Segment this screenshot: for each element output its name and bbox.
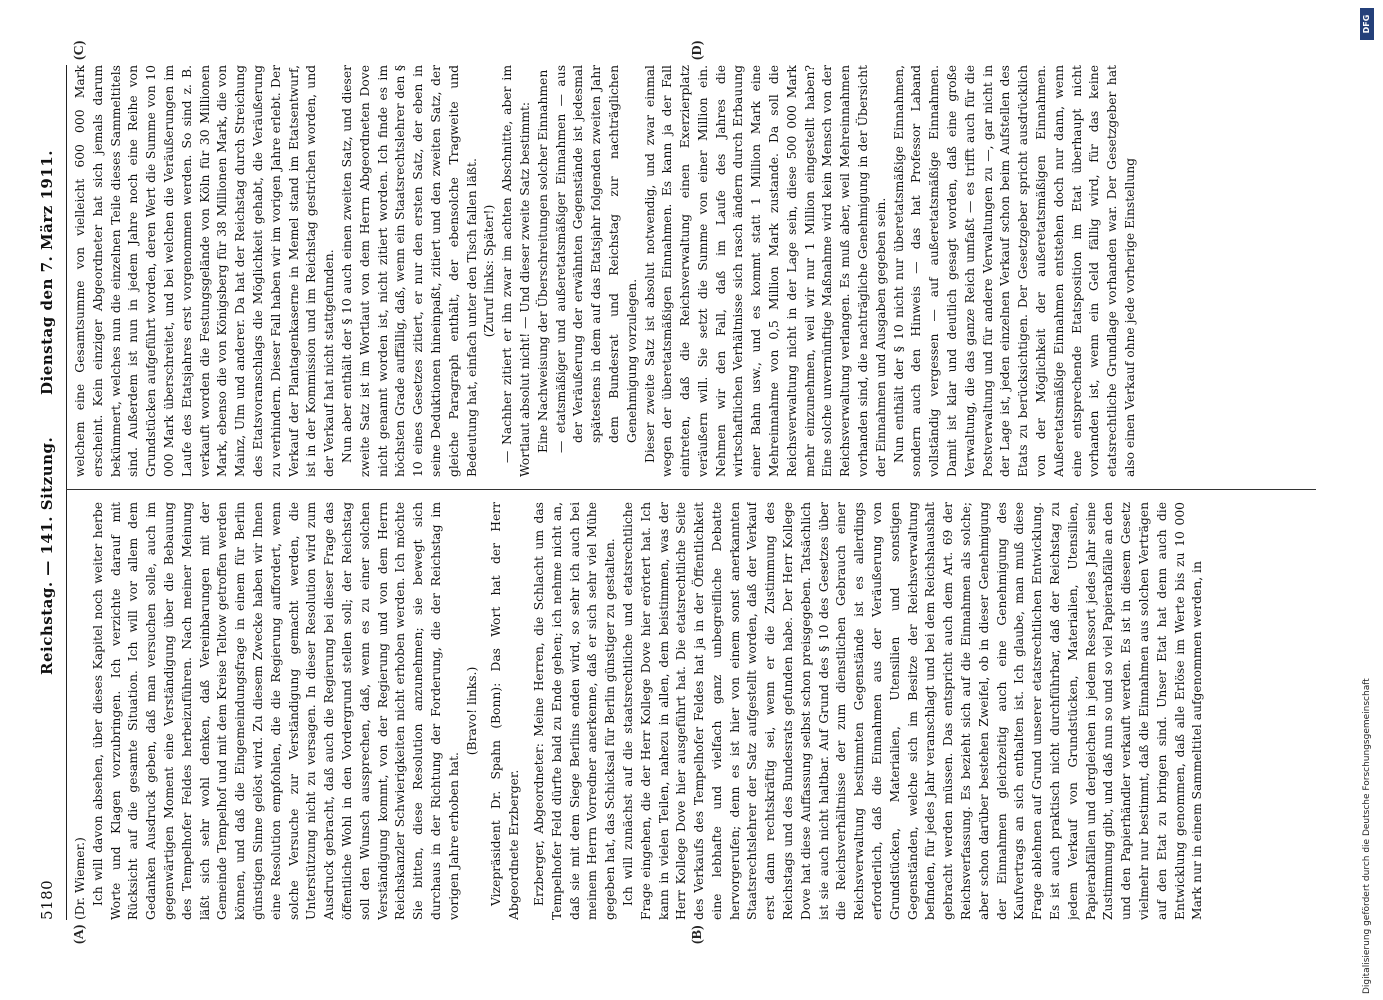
quoted-text: Eine Nachweisung der Überschreitungen solcher Einnahmen xyxy=(535,69,550,453)
paragraph: Dieser zweite Satz ist absolut notwendig, und zwar einmal wegen der überetatsmäßigen Einnahmen. Es kann ja der Fall eintreten, daß die Reichsverwaltung einen Exerzierplatz veräußern will. Sie setzt die Summe von einer Million ein. Nehmen wir den Fall, daß im Laufe des Jahres die wirtschaftlichen Verhältnisse sich rasch ändern durch Erbauung einer Bahn usw., und es kommt statt 1 Million Mark eine Mehreinnahme von 0,5 Million Mark zustande. Da soll die Reichsverwaltung nicht in der Lage sein, diese 500 000 Mark mehr einzunehmen, weil wir nur 1 Million eingestellt haben? Eine solche unvernünftige Maßnahme wird kein Mensch von der Reichsverwaltung verlangen. Es muß aber, weil Mehreinnahmen vorhanden sind, die nachträgliche Genehmigung in der Übersicht der Einnahmen und Ausgaben gegeben sein. xyxy=(642,65,888,477)
paragraph: welchem eine Gesamtsumme von vielleicht 600 000 Mark erscheint. Kein einziger Abgeordneter hat sich jemals darum bekümmert, welches nun die einzelnen Teile dieses Sammeltitels sind. Außerdem ist nun in jedem Jahre noch eine Reihe von Grundstücken aufgeführt worden, deren Wert die Summe von 10 000 Mark überschreitet, und bei welchen die Veräußerungen im Laufe des Etatsjahres erst vorgenommen werden. So sind z. B. verkauft worden die Festungsgelände von Köln für 30 Millionen Mark, ebenso die von Königsberg für 38 Millionen Mark, die von Mainz, Ulm und anderer. Da hat der Reichstag durch Streichung des Etatsvoranschlags die Möglichkeit gehabt, die Veräußerung zu verhindern. Dieser Fall haben wir im vorigen Jahre erlebt. Der Verkauf der Plantagenkaserne in Memel stand im Etatsentwurf, ist in der Kommission und im Reichstag gestrichen worden, und der Verkauf hat nicht stattgefunden. xyxy=(73,65,337,477)
margin-mark-c: (C) xyxy=(72,40,87,60)
paragraph: — Nachher zitiert er ihn zwar im achten Abschnitte, aber im Wortlaut absolut nicht! — Und dieser zweite Satz bestimmt: xyxy=(500,65,532,477)
running-header xyxy=(34,65,64,920)
column-divider xyxy=(66,489,1316,490)
digitization-credit-strip xyxy=(1358,0,1378,1000)
reaction: (Bravo! links.) xyxy=(464,666,479,756)
vice-president-line: Vizepräsident Dr. Spahn (Bonn): Das Wort hat der Herr Abgeordnete Erzberger. xyxy=(489,502,522,920)
header-left-title: Reichstag. — 141. Sitzung. xyxy=(38,436,56,675)
paragraph: Ich will zunächst auf die staatsrechtliche und etatsrechtliche Frage eingehen, die der Herr Kollege Dove hier erörtert hat. Ich kann in vielen Teilen, nahezu in allen, dem beistimmen, was der Herr Kollege Dove hier ausgeführt hat. Die etatsrechtliche Seite des Verkaufs des Tempelhofer Feldes hat ja in der Öffentlichkeit eine lebhafte und vielfach ganz unbegreifliche Debatte hervorgerufen; denn es ist hier von einem sonst anerkannten Staatsrechtslehrer der Satz aufgestellt worden, daß der Verkauf erst dann rechtskräftig sei, wenn er die Zustimmung des Reichstags und des Bundesrats gefunden habe. Der Herr Kollege Dove hat diese Auffassung selbst schon preisgegeben. Tatsächlich ist sie auch nicht haltbar. Auf Grund des § 10 des Gesetzes über die Reichsverhältnisse der zum dienstlichen Gebrauch einer Reichsverwaltung bestimmten Gegenstände ist es allerdings erforderlich, daß die Einnahmen aus der Veräußerung von Grundstücken, Materialien, Utensilien und sonstigen Gegenständen, welche sich im Besitze der Reichsverwaltung befinden, für jedes Jahr veranschlagt und bei dem Reichshaushalt gebracht werden müssen. Das entspricht auch dem Art. 69 der Reichsverfassung. Es bezieht sich auf die Einnahmen als solche; aber schon darüber bestehen Zweifel, ob in dieser Genehmigung der Einnahmen gleichzeitig auch eine Genehmigung des Kaufvertrags an sich enthalten ist. Ich glaube, man muß diese Frage ablehnen auf Grund unserer etatsrechtlichen Entwicklung. Es ist auch praktisch nicht durchführbar, daß der Reichstag zu jedem Verkauf von Grundstücken, Materialien, Utensilien, Papierabfällen und dergleichen in jedem Ressort jedes Jahr seine Zustimmung gibt, und daß nun so und so viel Papierabfälle an den und den Papierhändler verkauft werden. Es ist in diesem Gesetz vielmehr nur bestimmt, daß die Einnahmen aus solchen Verträgen auf den Etat zu bringen sind. Unser Etat hat denn auch die Entwicklung genommen, daß alle Erlöse im Werte bis zu 10 000 Mark nur in einem Sammeltitel aufgenommen werden, in xyxy=(620,502,1205,920)
dfg-logo: DFG xyxy=(1360,8,1374,40)
paragraph: Ich will davon absehen, über dieses Kapitel noch weiter herbe Worte und Klagen vorzubringen. Ich verzichte darauf mit Rücksicht auf die gesamte Situation. Ich will vor allem dem Gedanken Ausdruck geben, daß man versuchen solle, auch im gegenwärtigen Moment eine Verständigung über die Bebauung des Tempelhofer Feldes herbeizuführen. Nach meiner Meinung läßt sich sehr wohl denken, daß Vereinbarungen mit der Gemeinde Tempelhof und mit dem Kreise Teltow getroffen werden können, und daß die Eingemeindungsfrage in einem für Berlin günstigen Sinne gelöst wird. Zu diesem Zwecke haben wir Ihnen eine Resolution empfohlen, die die Regierung auffordert, wenn solche Versuche zur Verständigung gemacht werden, die Unterstützung nicht zu versagen. In dieser Resolution wird zum Ausdruck gebracht, daß auch die Regierung bei dieser Frage das öffentliche Wohl in den Vordergrund stellen soll; der Reichstag soll den Wunsch aussprechen, daß, wenn es zu einer solchen Verständigung kommt, von der Regierung und von dem Herrn Reichskanzler Schwierigkeiten nicht erhoben werden. Ich möchte Sie bitten, diese Resolution anzunehmen; sie bewegt sich durchaus in der Richtung der Forderung, die der Reichstag im vorigen Jahre erhoben hat. xyxy=(90,502,461,920)
digitization-credit: Digitalisierung gefördert durch die Deutsche Forschungsgemeinschaft xyxy=(1362,678,1372,994)
margin-mark-a: (A) xyxy=(72,924,87,944)
paragraph: Nun enthält der § 10 nicht nur überetatsmäßige Einnahmen, sondern auch den Hinweis — das hat Professor Laband vollständig vergessen — auf außeretatsmäßige Einnahmen. Damit ist klar und deutlich gesagt worden, daß eine große Verwaltung, die das ganze Reich umfaßt — es trifft auch für die Postverwaltung und für andere Verwaltungen zu —, gar nicht in der Lage ist, jeden einzelnen Verkauf schon beim Aufstellen des Etats zu berücksichtigen. Der Gesetzgeber spricht ausdrücklich von der Möglichkeit der außeretatsmäßigen Einnahmen. Außeretatsmäßige Einnahmen entstehen doch nur dann, wenn eine entsprechende Etatsposition im Etat überhaupt nicht vorhanden ist, wenn ein Geld fällig wird, für das keine etatsrechtliche Grundlage vorhanden war. Der Gesetzgeber hat also einen Verkauf ohne jede vorherige Einstellung xyxy=(891,65,1138,477)
left-column xyxy=(72,502,1317,920)
quoted-text: — etatsmäßiger und außeretatsmäßiger Einnahmen — aus der Veräußerung der erwähnten Gegenstände ist jedesmal spätestens in dem auf das Etatsjahr folgenden zweiten Jahr dem Bundesrat und Reichstag zur nachträglichen Genehmigung vorzulegen. xyxy=(553,65,639,453)
margin-mark-d: (D) xyxy=(690,40,705,60)
reaction: (Zuruf links: Später!) xyxy=(482,204,497,338)
paragraph: Nun aber enthält der § 10 auch einen zweiten Satz, und dieser zweite Satz ist im Wortlaut von dem Herrn Abgeordneten Dove nicht genannt worden ist, nicht zitiert worden. Ich finde es im höchsten Grade auffällig, daß, wenn ein Staatsrechtslehrer den § 10 eines Gesetzes zitiert, er nur den ersten Satz, der eben in seine Deduktionen hineinpaßt, zitiert und den zweiten Satz, der gleiche Paragraph enthält, der ebensolche Tragweite und Bedeutung hat, einfach unter den Tisch fallen läßt. xyxy=(339,65,479,477)
paragraph: Erzberger, Abgeordneter: Meine Herren, die Schlacht um das Tempelhofer Feld dürfte bald zu Ende gehen; ich nehme nicht an, daß sie mit dem Siege Berlins enden wird, so sehr ich auch bei meinem Herrn Vorredner anerkenne, daß er sich sehr viel Mühe gegeben hat, das Schicksal für Berlin günstiger zu gestalten. xyxy=(531,502,618,920)
right-column xyxy=(72,65,1317,477)
page-number: 5180 xyxy=(38,879,56,920)
header-rule xyxy=(66,65,67,920)
margin-mark-b: (B) xyxy=(690,925,705,944)
header-right-title: Dienstag den 7. März 1911. xyxy=(38,150,56,395)
speaker-reference: (Dr. Wiemer.) xyxy=(73,837,87,920)
